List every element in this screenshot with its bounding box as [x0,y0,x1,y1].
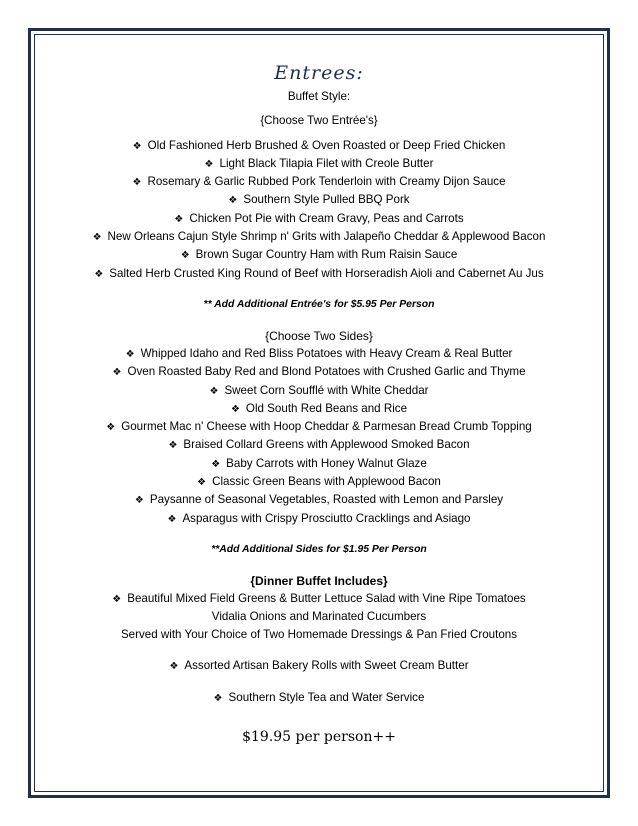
entree-label: Old Fashioned Herb Brushed & Oven Roasted or Deep Fried Chicken [147,138,506,152]
diamond-bullet-icon: ❖ [204,158,214,170]
entree-item [40,210,598,228]
entree-item [40,228,598,246]
side-item [40,455,598,473]
entree-item [40,265,598,283]
entree-item [40,191,598,209]
entree-label: New Orleans Cajun Style Shrimp n' Grits with Jalapeño Cheddar & Applewood Bacon [107,230,546,244]
diamond-bullet-icon: ❖ [230,403,240,415]
includes-salad-line3: Served with Your Choice of Two Homemade Dressings & Pan Fried Croutons [120,627,518,641]
price: $19.95 per person++ [242,729,396,746]
includes-salad-line2: Vidalia Onions and Marinated Cucumbers [211,610,427,624]
diamond-bullet-icon: ❖ [92,232,102,244]
entree-label: Chicken Pot Pie with Cream Gravy, Peas and Carrots [189,211,464,225]
diamond-bullet-icon: ❖ [134,495,144,507]
diamond-bullet-icon: ❖ [209,385,219,397]
entrees-heading: {Choose Two Entrée's} [260,114,378,128]
diamond-bullet-icon: ❖ [169,660,179,672]
diamond-bullet-icon: ❖ [211,458,221,470]
includes-salad-line1 [40,590,598,608]
side-label: Old South Red Beans and Rice [245,401,408,415]
includes-tea-label: Southern Style Tea and Water Service [228,691,425,705]
entree-item [40,246,598,264]
diamond-bullet-icon: ❖ [132,140,142,152]
diamond-bullet-icon: ❖ [167,513,177,525]
side-item [40,436,598,454]
includes-tea [40,689,598,707]
diamond-bullet-icon: ❖ [112,593,122,605]
side-item [40,418,598,436]
side-item [40,491,598,509]
side-item [40,363,598,381]
diamond-bullet-icon: ❖ [197,477,207,489]
sides-note: **Add Additional Sides for $1.95 Per Person [211,543,427,555]
diamond-bullet-icon: ❖ [132,177,142,189]
entree-label: Rosemary & Garlic Rubbed Pork Tenderloin with Creamy Dijon Sauce [147,175,506,189]
side-label: Asparagus with Crispy Prosciutto Cracklings and Asiago [182,511,471,525]
entree-label: Salted Herb Crusted King Round of Beef with Horseradish Aioli and Cabernet Au Jus [109,266,544,280]
side-item [40,473,598,491]
diamond-bullet-icon: ❖ [94,268,104,280]
diamond-bullet-icon: ❖ [112,367,122,379]
side-item [40,345,598,363]
diamond-bullet-icon: ❖ [125,348,135,360]
includes-heading: {Dinner Buffet Includes} [250,573,388,588]
includes-rolls [40,657,598,675]
side-label: Braised Collard Greens with Applewood Smoked Bacon [183,438,470,452]
entree-label: Brown Sugar Country Ham with Rum Raisin Sauce [195,248,458,262]
side-label: Classic Green Beans with Applewood Bacon [212,475,441,489]
subtitle: Buffet Style: [287,90,351,103]
entree-label: Southern Style Pulled BBQ Pork [243,193,410,207]
entree-item [40,137,598,155]
diamond-bullet-icon: ❖ [180,250,190,262]
side-item [40,510,598,528]
side-label: Sweet Corn Soufflé with White Cheddar [224,383,429,397]
menu-content [40,58,598,746]
includes-rolls-label: Assorted Artisan Bakery Rolls with Sweet Cream Butter [184,658,469,672]
side-label: Paysanne of Seasonal Vegetables, Roasted with Lemon and Parsley [149,493,504,507]
sides-list [40,345,598,528]
includes-salad-label: Beautiful Mixed Field Greens & Butter Lettuce Salad with Vine Ripe Tomatoes [127,591,526,605]
side-label: Gourmet Mac n' Cheese with Hoop Cheddar & Parmesan Bread Crumb Topping [121,420,532,434]
side-label: Oven Roasted Baby Red and Blond Potatoes with Crushed Garlic and Thyme [127,365,526,379]
diamond-bullet-icon: ❖ [213,693,223,705]
diamond-bullet-icon: ❖ [168,440,178,452]
diamond-bullet-icon: ❖ [174,213,184,225]
diamond-bullet-icon: ❖ [106,422,116,434]
entree-item [40,155,598,173]
side-label: Whipped Idaho and Red Bliss Potatoes with Heavy Cream & Real Butter [140,346,513,360]
entree-list [40,137,598,283]
sides-heading: {Choose Two Sides} [265,328,373,343]
diamond-bullet-icon: ❖ [228,195,238,207]
side-item [40,382,598,400]
entree-item [40,173,598,191]
page-title: Entrees: [274,62,364,84]
side-item [40,400,598,418]
entree-note: ** Add Additional Entrée's for $5.95 Per Person [203,298,435,310]
entree-label: Light Black Tilapia Filet with Creole Butter [219,156,434,170]
side-label: Baby Carrots with Honey Walnut Glaze [226,456,427,470]
